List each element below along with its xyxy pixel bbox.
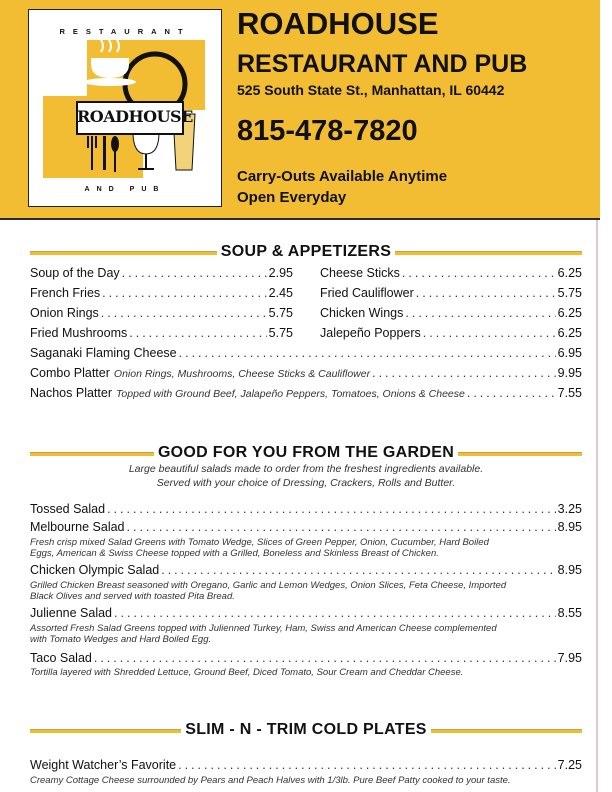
item-price: 8.95: [557, 520, 582, 534]
section-header-slim: [30, 721, 582, 741]
menu-item: [30, 502, 582, 516]
menu-item: [30, 520, 582, 534]
item-price: 7.95: [557, 651, 582, 665]
item-name: Soup of the Day: [30, 266, 120, 280]
leader-dots: [161, 563, 555, 577]
leader-dots: [416, 286, 556, 300]
item-name: Fried Cauliflower: [320, 286, 414, 300]
menu-item: [320, 266, 582, 280]
item-description-line: Assorted Fresh Salad Greens topped with Julienned Turkey, Ham, Swiss and American Cheese complemented: [30, 623, 497, 634]
item-description: [30, 623, 582, 645]
section-header-garden: [30, 444, 582, 464]
item-description: [30, 667, 582, 678]
section-title: GOOD FOR YOU FROM THE GARDEN: [154, 444, 458, 461]
leader-dots: [423, 326, 556, 340]
leader-dots: [94, 651, 556, 665]
item-description: [30, 775, 582, 786]
leader-dots: [102, 286, 267, 300]
item-name: Onion Rings: [30, 306, 99, 320]
item-price: 8.95: [557, 563, 582, 577]
leader-dots: [178, 758, 556, 772]
menu-item: [320, 326, 582, 340]
menu-item: [30, 266, 293, 280]
item-price: 6.25: [557, 326, 582, 340]
logo-name: ROADHOUSE: [77, 107, 193, 126]
item-price: 3.25: [557, 502, 582, 516]
item-description-line: Black Olives and served with toasted Pita Bread.: [30, 591, 235, 602]
leader-dots: [402, 266, 556, 280]
item-name: Taco Salad: [30, 651, 92, 665]
item-description-line: Eggs, American & Swiss Cheese topped with a Grilled, Boneless and Skinless Breast of Chicken.: [30, 548, 439, 559]
garden-subtitle-1: Large beautiful salads made to order from the freshest ingredients available.: [128, 463, 484, 475]
section-header-soup: [30, 243, 582, 263]
menu-item: [30, 366, 582, 380]
menu-item: [30, 386, 582, 400]
item-price: 7.25: [557, 758, 582, 772]
item-name: Jalepeño Poppers: [320, 326, 421, 340]
item-name: Chicken Olympic Salad: [30, 563, 160, 577]
leader-dots: [114, 606, 556, 620]
item-price: 7.55: [557, 386, 582, 400]
item-description: Onion Rings, Mushrooms, Cheese Sticks & Cauliflower: [113, 368, 371, 380]
logo-white-block-icon: [43, 40, 87, 96]
item-name: Saganaki Flaming Cheese: [30, 346, 177, 360]
leader-dots: [107, 502, 556, 516]
item-price: 5.75: [557, 286, 582, 300]
item-name: Nachos Platter: [30, 386, 112, 400]
section-title: SLIM - N - TRIM COLD PLATES: [181, 721, 431, 738]
item-description-line: Creamy Cottage Cheese surrounded by Pears and Peach Halves with 1/3lb. Pure Beef Patty cooked to your taste.: [30, 775, 511, 786]
roadhouse-logo: [28, 9, 222, 207]
restaurant-subtitle: RESTAURANT AND PUB: [237, 50, 528, 78]
menu-item: [320, 286, 582, 300]
item-description: Topped with Ground Beef, Jalapeño Peppers, Tomatoes, Onions & Cheese: [115, 388, 465, 400]
item-price: 8.55: [557, 606, 582, 620]
page-edge-line: [596, 220, 598, 792]
item-price: 9.95: [557, 366, 582, 380]
leader-dots: [179, 346, 556, 360]
item-name: Melbourne Salad: [30, 520, 125, 534]
item-description: [30, 580, 582, 602]
item-price: 6.95: [557, 346, 582, 360]
garden-subtitle-2: Served with your choice of Dressing, Crackers, Rolls and Butter.: [156, 477, 456, 489]
item-description: [30, 537, 582, 559]
item-price: 6.25: [557, 306, 582, 320]
leader-dots: [129, 326, 266, 340]
item-name: French Fries: [30, 286, 101, 300]
section-title: SOUP & APPETIZERS: [217, 243, 395, 260]
menu-item: [30, 286, 293, 300]
menu-item: [30, 651, 582, 665]
item-name: Cheese Sticks: [320, 266, 400, 280]
menu-item: [30, 606, 582, 620]
phone-number: 815-478-7820: [237, 115, 418, 147]
menu-item: [30, 758, 582, 772]
tagline-carryout: Carry-Outs Available Anytime: [237, 168, 448, 185]
item-description-line: with Tomato Wedges and Hard Boiled Egg.: [30, 634, 212, 645]
item-name: Julienne Salad: [30, 606, 113, 620]
header-divider: [0, 218, 600, 220]
logo-top-text: RESTAURANT: [59, 27, 191, 36]
menu-item: [320, 306, 582, 320]
item-description-line: Grilled Chicken Breast seasoned with Oregano, Garlic and Lemon Wedges, Onion Slices, Feta Cheese, Imported: [30, 580, 507, 591]
item-description-line: Tortilla layered with Shredded Lettuce, Ground Beef, Diced Tomato, Sour Cream and Cheddar Cheese.: [30, 667, 464, 678]
item-price: 2.45: [268, 286, 293, 300]
item-price: 2.95: [268, 266, 293, 280]
leader-dots: [101, 306, 267, 320]
menu-item: [30, 326, 293, 340]
item-name: Chicken Wings: [320, 306, 404, 320]
restaurant-title: ROADHOUSE: [237, 6, 439, 41]
item-price: 5.75: [268, 306, 293, 320]
item-name: Tossed Salad: [30, 502, 106, 516]
item-price: 6.25: [557, 266, 582, 280]
item-name: Combo Platter: [30, 366, 110, 380]
item-description-line: Fresh crisp mixed Salad Greens with Tomato Wedge, Slices of Green Pepper, Onion, Cucumber, Hard Boiled: [30, 537, 489, 548]
address: 525 South State St., Manhattan, IL 60442: [237, 82, 505, 98]
menu-item: [30, 563, 582, 577]
item-name: Weight Watcher’s Favorite: [30, 758, 177, 772]
leader-dots: [127, 520, 556, 534]
menu-item: [30, 306, 293, 320]
item-name: Fried Mushrooms: [30, 326, 128, 340]
leader-dots: [372, 366, 556, 380]
logo-bottom-text: AND PUB: [84, 186, 166, 193]
item-price: 5.75: [268, 326, 293, 340]
leader-dots: [405, 306, 555, 320]
tagline-open: Open Everyday: [237, 189, 347, 206]
page-edge: [600, 0, 612, 792]
leader-dots: [122, 266, 267, 280]
menu-item: [30, 346, 582, 360]
leader-dots: [467, 386, 556, 400]
fork-knife-spoon-icon: [87, 136, 119, 172]
